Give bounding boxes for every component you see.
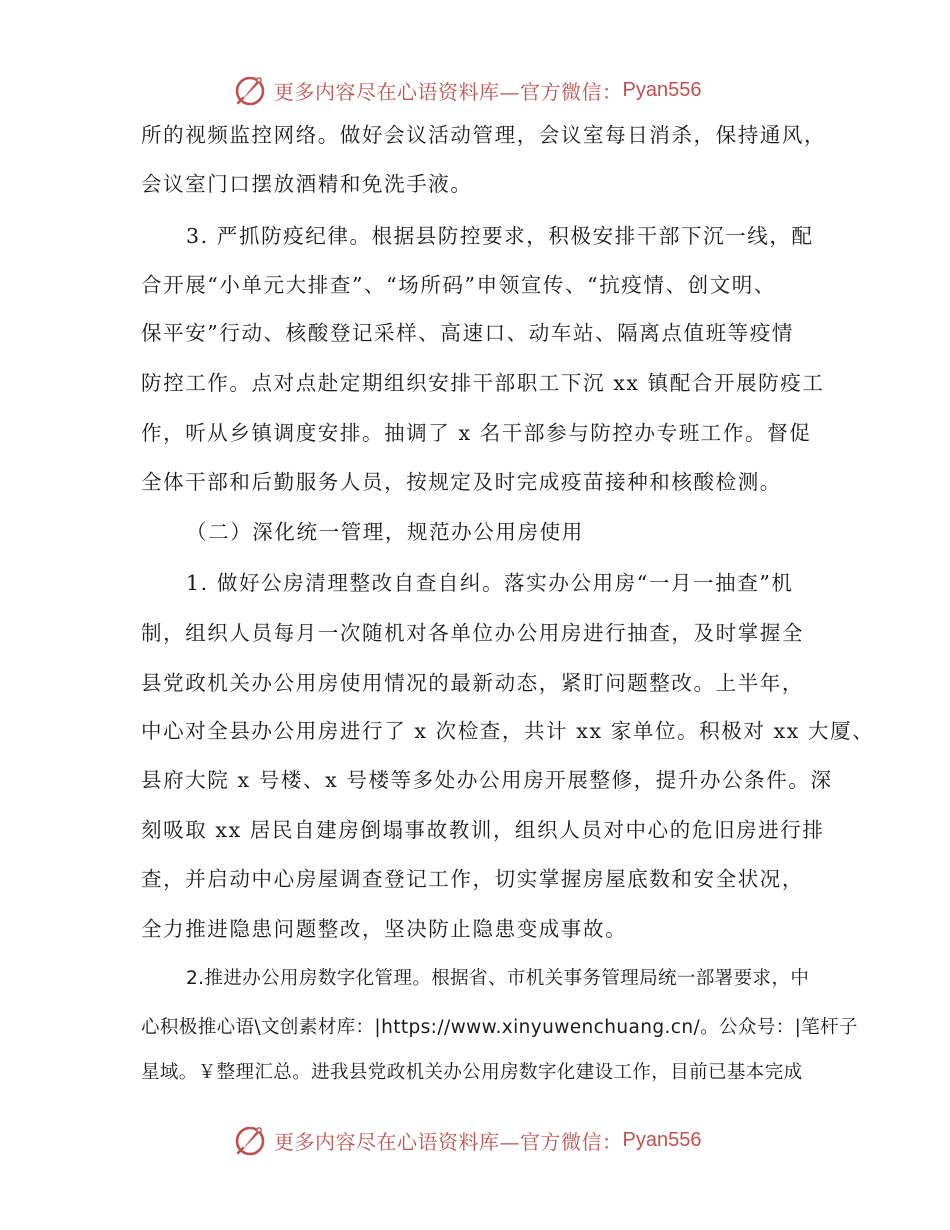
body-line: 制，组织人员每月一次随机对各单位办公用房进行抽查，及时掌握全 bbox=[141, 621, 804, 645]
body-line: 所的视频监控网络。做好会议活动管理，会议室每日消杀，保持通风， bbox=[141, 123, 827, 147]
quill-pen-logo-icon bbox=[232, 72, 268, 108]
banner-text: 更多内容尽在心语资料库—官方微信： bbox=[274, 1129, 623, 1154]
body-line: 合开展“小单元大排查”、“场所码”申领宣传、“抗疫情、创文明、 bbox=[141, 273, 776, 297]
body-line: 中心对全县办公用房进行了 x 次检查，共计 xx 家单位。积极对 xx 大厦、 bbox=[141, 719, 875, 743]
body-line: 刻吸取 xx 居民自建房倒塌事故教训，组织人员对中心的危旧房进行排 bbox=[141, 818, 825, 842]
body-line: 县党政机关办公用房使用情况的最新动态，紧盯问题整改。上半年， bbox=[141, 671, 804, 695]
header-banner bbox=[232, 70, 701, 110]
body-line: 3. 严抓防疫纪律。根据县防控要求，积极安排干部下沉一线，配 bbox=[186, 224, 814, 248]
body-line: 1. 做好公房清理整改自查自纠。落实办公用房“一月一抽查”机 bbox=[186, 571, 794, 595]
body-line: 会议室门口摆放酒精和免洗手液。 bbox=[141, 172, 473, 196]
body-line: 作，听从乡镇调度安排。抽调了 x 名干部参与防控办专班工作。督促 bbox=[141, 421, 812, 445]
banner-wechat-id: Pyan556 bbox=[622, 78, 702, 101]
body-line: 2.推进办公用房数字化管理。根据省、市机关事务管理局统一部署要求，中 bbox=[186, 968, 810, 989]
body-line: 查，并启动中心房屋调查登记工作，切实掌握房屋底数和安全状况， bbox=[141, 867, 804, 891]
banner-wechat-id: Pyan556 bbox=[622, 1128, 702, 1151]
body-line: 全力推进隐患问题整改，坚决防止隐患变成事故。 bbox=[141, 917, 628, 941]
section-heading: （二）深化统一管理，规范办公用房使用 bbox=[186, 520, 584, 544]
body-line: 保平安”行动、核酸登记采样、高速口、动车站、隔离点值班等疫情 bbox=[141, 321, 794, 345]
body-line-with-watermark: 心积极推心语\文创素材库：|https://www.xinyuwenchuang.cn/。公众号：|笔杆子 bbox=[141, 1017, 858, 1038]
body-line: 全体干部和后勤服务人员，按规定及时完成疫苗接种和核酸检测。 bbox=[141, 470, 782, 494]
body-line: 防控工作。点对点赴定期组织安排干部职工下沉 xx 镇配合开展防疫工 bbox=[141, 371, 825, 395]
body-line: 星域。￥整理汇总。进我县党政机关办公用房数字化建设工作，目前已基本完成 bbox=[141, 1062, 803, 1083]
banner-text: 更多内容尽在心语资料库—官方微信： bbox=[274, 79, 623, 104]
footer-banner bbox=[232, 1120, 701, 1160]
quill-pen-logo-icon bbox=[232, 1122, 268, 1158]
body-line: 县府大院 x 号楼、x 号楼等多处办公用房开展整修，提升办公条件。深 bbox=[141, 768, 833, 792]
